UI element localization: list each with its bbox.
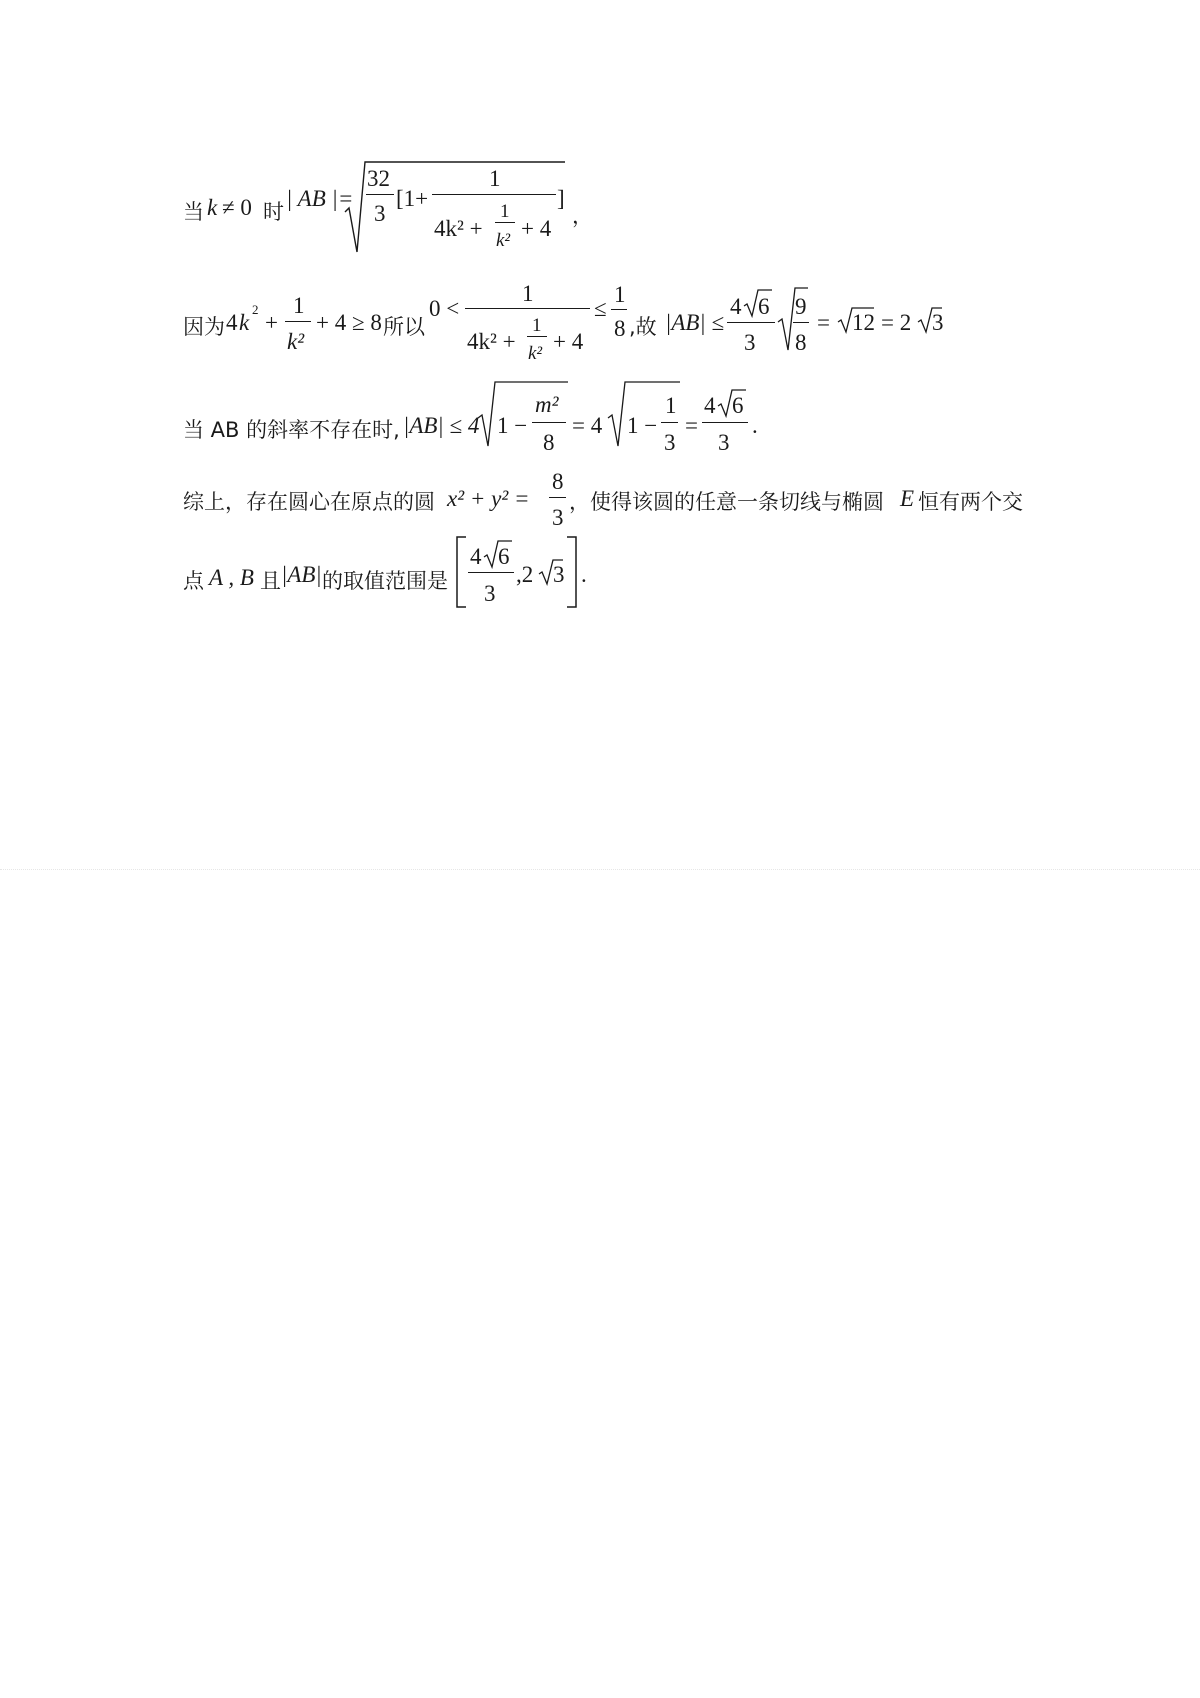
eq: = — [685, 413, 698, 438]
frac-bar — [727, 322, 775, 323]
frac-bar — [661, 422, 678, 423]
frac-6: 6 — [498, 544, 510, 569]
text-dian: 点 — [183, 569, 204, 593]
den-k2: k² — [496, 230, 511, 251]
frac-bar — [527, 336, 547, 337]
frac-m2: m² — [535, 392, 559, 417]
frac-8: 8 — [795, 330, 807, 355]
big-num: 1 — [522, 281, 534, 306]
text-ne0: ≠ 0 — [222, 195, 252, 220]
frac-8: 8 — [543, 430, 555, 455]
left-bracket — [455, 536, 467, 608]
right-bracket — [566, 536, 578, 608]
text-line4-tail: 恒有两个交 — [918, 490, 1023, 514]
text-suoyi: 所以 — [383, 315, 425, 339]
text-range: 的取值范围是 — [322, 569, 448, 593]
points-ab: A , B — [209, 565, 254, 590]
comma-2: ,2 — [516, 562, 534, 587]
frac-bar — [432, 194, 556, 195]
num-4: 4 — [226, 310, 238, 335]
frac-3: 3 — [552, 505, 564, 530]
eq-2: = 2 — [881, 310, 912, 335]
frac-1: 1 — [665, 393, 677, 418]
frac-bar — [366, 194, 394, 195]
frac-bar — [793, 322, 809, 323]
text-line4-suffix: ，使得该圆的任意一条切线与椭圆 — [569, 490, 884, 514]
frac-bar — [532, 422, 566, 423]
dot: . — [752, 413, 758, 438]
var-E: E — [900, 486, 915, 511]
text-dang: 当 — [183, 200, 204, 224]
end-dot: . — [581, 562, 587, 587]
abs-ab: | AB |= — [286, 186, 354, 211]
frac-6: 6 — [758, 294, 770, 319]
eq-4: = 4 — [572, 413, 603, 438]
exp-2: 2 — [252, 302, 259, 317]
frac-4: 4 — [730, 294, 742, 319]
abs-ab-le: |AB| ≤ — [665, 310, 725, 335]
frac-den-3: 3 — [484, 581, 496, 606]
var-k: k — [239, 310, 250, 335]
big-den-k2: k² — [528, 343, 543, 364]
abs-ab-le-4: |AB| ≤ 4 — [403, 413, 480, 438]
frac-k2: k² — [287, 329, 305, 354]
root-3: 3 — [553, 562, 565, 587]
den-one: 1 — [500, 201, 510, 222]
text-yinwei: 因为 — [183, 315, 225, 339]
frac-bar — [468, 572, 514, 573]
frac-one: 1 — [293, 293, 305, 318]
frac-bar — [465, 308, 590, 309]
root-3: 3 — [932, 310, 944, 335]
ineq-8: + 4 ≥ 8 — [316, 310, 382, 335]
text-line4-prefix: 综上，存在圆心在原点的圆 — [183, 490, 435, 514]
frac-32-den: 3 — [374, 201, 386, 226]
le: ≤ — [594, 296, 607, 321]
eighth-den: 8 — [614, 316, 626, 341]
text-line3-prefix: 当 AB 的斜率不存在时, — [183, 418, 400, 442]
big-den-a: 4k² + — [467, 329, 516, 354]
circle-eqn: x² + y² = — [447, 486, 530, 511]
plus: + — [265, 310, 278, 335]
frac-9: 9 — [795, 294, 807, 319]
text-gu: ,故 — [629, 315, 657, 339]
frac-den-3: 3 — [744, 330, 756, 355]
frac-4: 4 — [470, 544, 482, 569]
one-minus-2: 1 − — [627, 413, 658, 438]
root-12: 12 — [852, 310, 875, 335]
den-b: + 4 — [521, 216, 552, 241]
frac-6: 6 — [732, 393, 744, 418]
text-shi: 时 — [263, 200, 284, 224]
frac-den-3: 3 — [718, 430, 730, 455]
one-minus: 1 − — [497, 413, 528, 438]
eighth-num: 1 — [614, 282, 626, 307]
zero-lt: 0 < — [429, 296, 460, 321]
frac-bar — [495, 222, 515, 223]
frac-32-num: 32 — [367, 166, 390, 191]
big-den-b: + 4 — [553, 329, 584, 354]
abs-ab: |AB| — [281, 562, 322, 587]
var-k: k — [207, 195, 218, 220]
frac-8: 8 — [552, 469, 564, 494]
text-qie: 且 — [260, 569, 281, 593]
eq: = — [817, 310, 830, 335]
frac-4: 4 — [704, 393, 716, 418]
big-den-one: 1 — [532, 315, 542, 336]
text-close: ] — [557, 186, 565, 211]
frac-3: 3 — [664, 430, 676, 455]
frac-bar — [285, 321, 311, 322]
frac-bar — [702, 422, 748, 423]
frac-one-num: 1 — [489, 166, 501, 191]
frac-bar — [611, 309, 627, 310]
den-a: 4k² + — [434, 216, 483, 241]
frac-bar — [549, 497, 566, 498]
text-comma: ， — [572, 204, 593, 228]
page-divider — [0, 869, 1200, 870]
text-open: [1+ — [396, 186, 429, 211]
